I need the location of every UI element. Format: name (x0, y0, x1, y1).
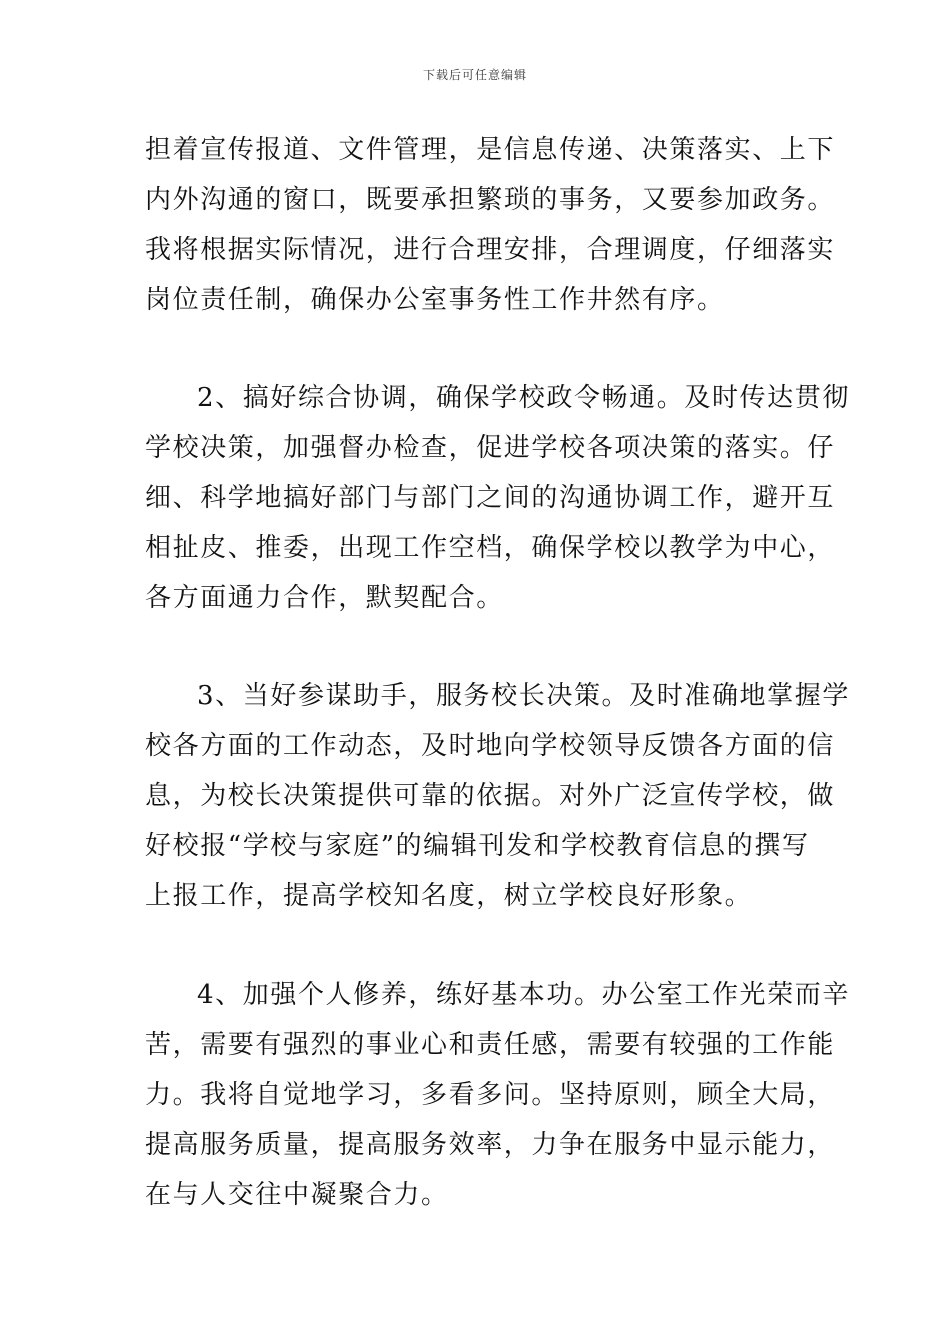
text-line: 内外沟通的窗口，既要承担繁琐的事务，又要参加政务。 (145, 185, 836, 215)
text-line: 力。我将自觉地学习，多看多问。坚持原则，顾全大局， (145, 1080, 836, 1110)
header-note: 下载后可任意编辑 (422, 68, 527, 82)
text-line: 3、当好参谋助手，服务校长决策。及时准确地掌握学 (197, 681, 850, 711)
text-line: 学校决策，加强督办检查，促进学校各项决策的落实。仔 (145, 433, 836, 463)
text-line: 岗位责任制，确保办公室事务性工作井然有序。 (145, 285, 725, 315)
text-line: 在与人交往中凝聚合力。 (145, 1180, 449, 1210)
text-line: 各方面通力合作，默契配合。 (145, 583, 504, 613)
text-line: 4、加强个人修养，练好基本功。办公室工作光荣而辛 (197, 980, 850, 1010)
text-line: 2、搞好综合协调，确保学校政令畅通。及时传达贯彻 (197, 383, 850, 413)
text-line: 我将根据实际情况，进行合理安排，合理调度，仔细落实 (145, 235, 836, 265)
text-line: 苦，需要有强烈的事业心和责任感，需要有较强的工作能 (145, 1030, 836, 1060)
text-line: 校各方面的工作动态，及时地向学校领导反馈各方面的信 (145, 731, 836, 761)
paragraph-1 (145, 125, 836, 325)
text-line: 细、科学地搞好部门与部门之间的沟通协调工作，避开互 (145, 483, 836, 513)
text-line: 息，为校长决策提供可靠的依据。对外广泛宣传学校，做 (145, 781, 836, 811)
paragraph-4 (145, 970, 850, 1220)
text-line: 担着宣传报道、文件管理，是信息传递、决策落实、上下 (145, 135, 836, 165)
text-line: 提高服务质量，提高服务效率，力争在服务中显示能力， (145, 1130, 836, 1160)
text-line: 上报工作，提高学校知名度，树立学校良好形象。 (145, 881, 753, 911)
paragraph-3 (145, 671, 850, 921)
text-line: 相扯皮、推委，出现工作空档，确保学校以教学为中心， (145, 533, 836, 563)
paragraph-2 (145, 373, 850, 623)
text-line: 好校报“学校与家庭”的编辑刊发和学校教育信息的撰写 (145, 831, 810, 861)
